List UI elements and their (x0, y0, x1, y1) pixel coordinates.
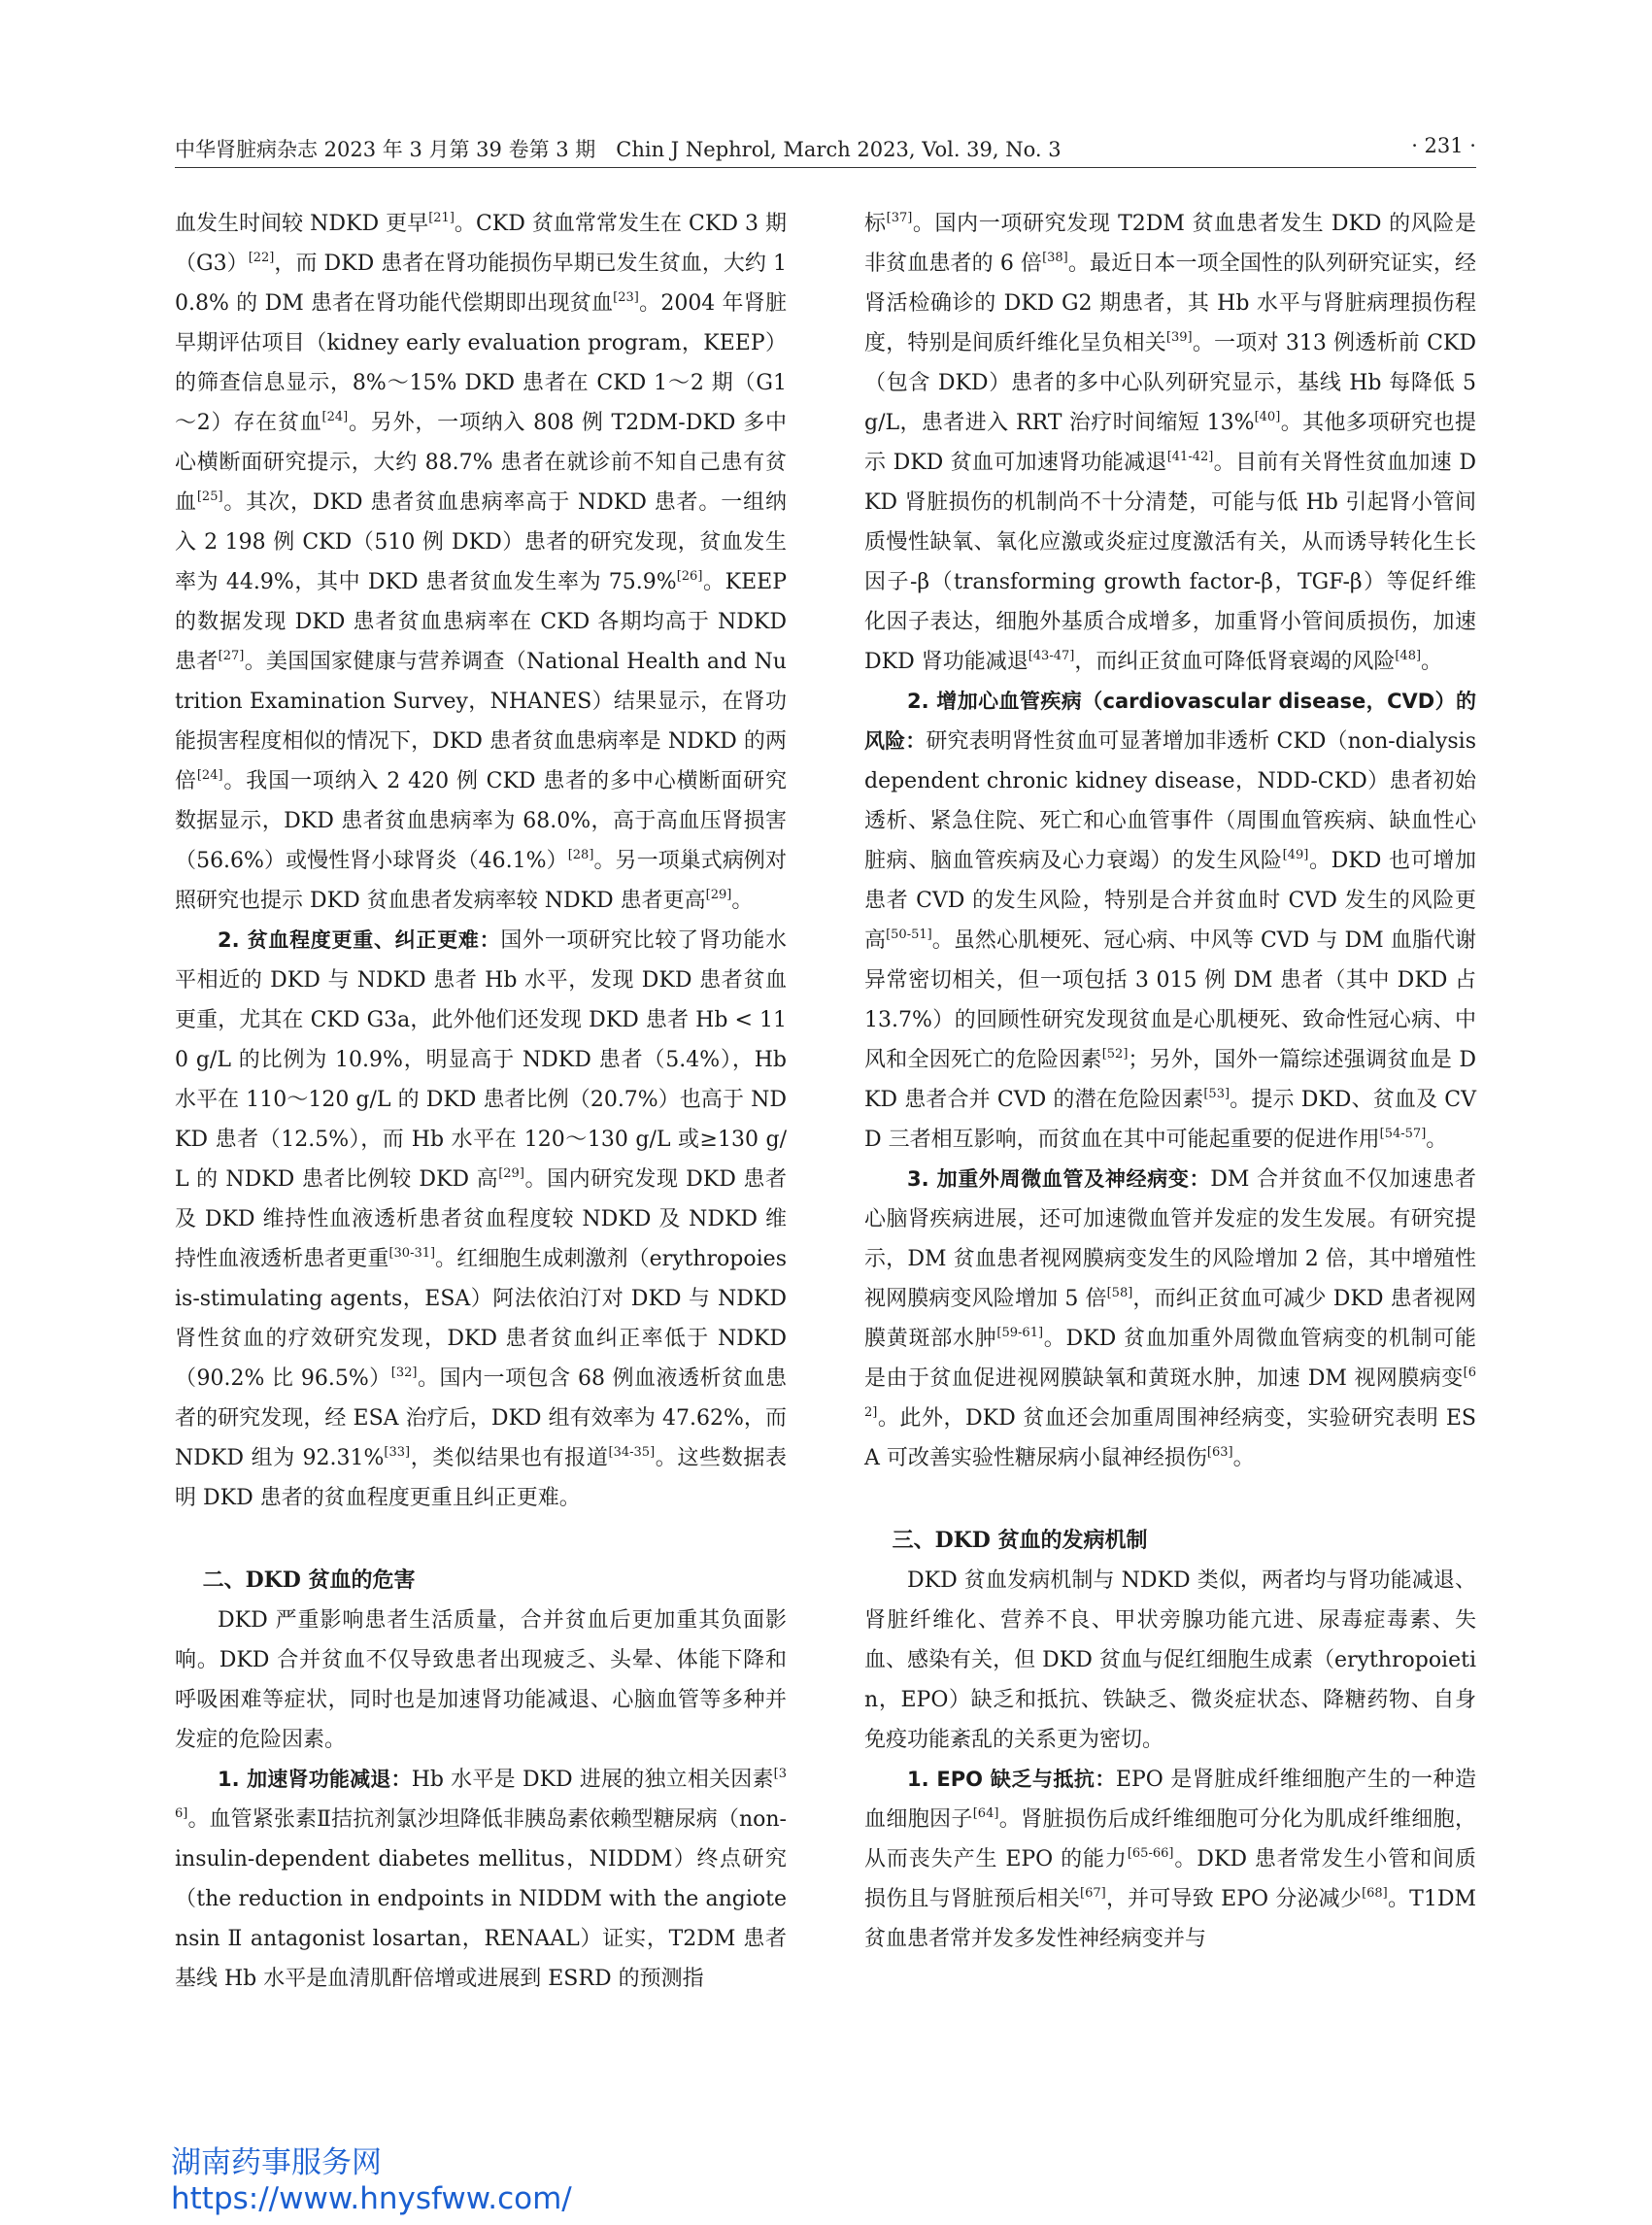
citation-ref[interactable]: [50-51] (886, 927, 932, 942)
body-paragraph (175, 204, 787, 921)
paragraph-text: 。另一项巢式病例对照研究也提示 DKD 贫血患者发病率较 NDKD 患者更高 (175, 849, 787, 913)
paragraph-text: 。肾脏损伤后成纤维细胞可分化为肌成纤维细胞，从而丧失产生 EPO 的能力 (864, 1807, 1476, 1871)
subsection-title: 1. 加速肾功能减退： (218, 1768, 412, 1791)
section-heading-text: 二、DKD 贫血的危害 (202, 1568, 416, 1593)
paragraph-text: 。国内研究发现 DKD 患者及 DKD 维持性血液透析患者贫血程度较 NDKD 及 NDKD 维持性血液透析患者更重 (175, 1167, 787, 1271)
citation-ref[interactable]: [25] (196, 489, 223, 504)
body-paragraph (864, 204, 1476, 682)
body-paragraph (175, 1760, 787, 1999)
header-divider (175, 167, 1476, 168)
paragraph-text: 。 (1232, 1446, 1255, 1470)
paragraph-text: 。DKD 贫血加重外周微血管病变的机制可能是由于贫血促进视网膜缺氧和黄斑水肿，加速 DM 视网膜病变 (864, 1327, 1476, 1391)
citation-ref[interactable]: [54-57] (1379, 1127, 1427, 1141)
paragraph-text: 。KEEP 的数据发现 DKD 患者贫血患病率在 CKD 各期均高于 NDKD 患者 (175, 570, 787, 674)
citation-ref[interactable]: [59-61] (996, 1326, 1044, 1340)
citation-ref[interactable]: [49] (1282, 848, 1309, 862)
citation-ref[interactable]: [34-35] (608, 1445, 656, 1460)
paragraph-text: 。 (1426, 1128, 1448, 1152)
citation-ref[interactable]: [40] (1254, 410, 1281, 424)
subsection-title: 2. 增加心血管疾病（cardiovascular disease，CVD）的风险： (864, 690, 1476, 753)
right-column (864, 204, 1476, 1959)
citation-ref[interactable]: [39] (1165, 330, 1193, 345)
paragraph-text: 。这些数据表明 DKD 患者的贫血程度更重且纠正更难。 (175, 1446, 787, 1510)
paragraph-text: 。最近日本一项全国性的队列研究证实，经肾活检确诊的 DKD G2 期患者，其 Hb 水平与肾脏病理损伤程度，特别是间质纤维化呈负相关 (864, 252, 1476, 355)
subsection-title: 2. 贫血程度更重、纠正更难： (218, 928, 501, 952)
left-column (175, 204, 787, 1999)
watermark (171, 2144, 572, 2216)
paragraph-text: 国外一项研究比较了肾功能水平相近的 DKD 与 NDKD 患者 Hb 水平，发现 DKD 患者贫血更重，尤其在 CKD G3a，此外他们还发现 DKD 患者 Hb < 110 g/L 的比例为 10.9%，明显高于 NDKD 患者（5.4%），Hb 水平在 110～120 g/L 的 DKD 患者比例（20.7%）也高于 NDKD 患者（12.5%），而 Hb 水平在 120～130 g/L 或≥130 g/L 的 NDKD 患者比例较 DKD 高 (175, 928, 787, 1192)
citation-ref[interactable]: [68] (1362, 1886, 1388, 1901)
paragraph-text: 研究表明肾性贫血可显著增加非透析 CKD（non-dialysis dependent chronic kidney disease，NDD-CKD）患者初始透析、紧急住院、死亡和心血管事件（周围血管疾病、缺血性心脏病、脑血管疾病及心力衰竭）的发生风险 (864, 729, 1476, 873)
journal-citation: 中华肾脏病杂志 2023 年 3 月第 39 卷第 3 期 Chin J Nephrol, March 2023, Vol. 39, No. 3 (175, 138, 1062, 161)
body-paragraph (864, 1561, 1476, 1760)
watermark-url[interactable]: https://www.hnysfww.com/ (171, 2181, 572, 2216)
subsection-title: 3. 加重外周微血管及神经病变： (907, 1167, 1211, 1191)
paragraph-text: 。CKD 贫血常常发生在 CKD 3 期（G3） (175, 212, 787, 276)
paragraph-text: ，并可导致 EPO 分泌减少 (1105, 1887, 1363, 1911)
citation-ref[interactable]: [52] (1101, 1047, 1129, 1062)
section-heading (175, 1561, 787, 1601)
paragraph-text: ，而 DKD 患者在肾功能损伤早期已发生贫血，大约 10.8% 的 DM 患者在肾功能代偿期即出现贫血 (175, 252, 787, 316)
paragraph-text: 。国内一项研究发现 T2DM 贫血患者发生 DKD 的风险是非贫血患者的 6 倍 (864, 212, 1476, 276)
citation-ref[interactable]: [48] (1395, 649, 1422, 663)
citation-ref[interactable]: [26] (676, 569, 703, 584)
paragraph-text: DKD 严重影响患者生活质量，合并贫血后更加重其负面影响。DKD 合并贫血不仅导致患者出现疲乏、头晕、体能下降和呼吸困难等症状，同时也是加速肾功能减退、心脑血管等多种并发症的危险因素。 (175, 1608, 787, 1752)
paragraph-text: 。提示 DKD、贫血及 CVD 三者相互影响，而贫血在其中可能起重要的促进作用 (864, 1088, 1476, 1152)
paragraph-text: ；另外，国外一篇综述强调贫血是 DKD 患者合并 CVD 的潜在危险因素 (864, 1048, 1476, 1112)
citation-ref[interactable]: [24] (321, 410, 349, 424)
paragraph-text: Hb 水平是 DKD 进展的独立相关因素 (411, 1768, 774, 1792)
subsection-title: 1. EPO 缺乏与抵抗： (907, 1768, 1116, 1791)
paragraph-text: 。美国国家健康与营养调查（National Health and Nutrition Examination Survey，NHANES）结果显示，在肾功能损害程度相似的情况下，DKD 患者贫血患病率是 NDKD 的两倍 (175, 650, 787, 793)
paragraph-text: ，而纠正贫血可减少 DKD 患者视网膜黄斑部水肿 (864, 1287, 1477, 1351)
section-heading (864, 1521, 1476, 1561)
paragraph-text: ，类似结果也有报道 (410, 1446, 609, 1470)
citation-ref[interactable]: [29] (498, 1166, 524, 1181)
paragraph-text: 。此外，DKD 贫血还会加重周围神经病变，实验研究表明 ESA 可改善实验性糖尿病小鼠神经损伤 (864, 1406, 1476, 1470)
paragraph-text: 。一项对 313 例透析前 CKD（包含 DKD）患者的多中心队列研究显示，基线 Hb 每降低 5 g/L，患者进入 RRT 治疗时间缩短 13% (864, 331, 1476, 435)
body-paragraph (864, 1760, 1476, 1959)
paragraph-text: 。T1DM 贫血患者常并发多发性神经病变并与 (864, 1887, 1476, 1951)
citation-ref[interactable]: [29] (705, 888, 732, 902)
citation-ref[interactable]: [63] (1206, 1445, 1233, 1460)
citation-ref[interactable]: [33] (384, 1445, 411, 1460)
paragraph-text: 。血管紧张素Ⅱ拮抗剂氯沙坦降低非胰岛素依赖型糖尿病（non-insulin-dependent diabetes mellitus，NIDDM）终点研究（the reduction in endpoints in NIDDM with the angiotensin Ⅱ antagonist losartan，RENAAL）证实，T2DM 患者基线 Hb 水平是血清肌酐倍增或进展到 ESRD 的预测指 (175, 1807, 787, 1991)
paragraph-text: 血发生时间较 NDKD 更早 (175, 212, 429, 236)
paragraph-text: EPO 是肾脏成纤维细胞产生的一种造血细胞因子 (864, 1768, 1476, 1832)
citation-ref[interactable]: [32] (390, 1365, 418, 1380)
citation-ref[interactable]: [23] (613, 290, 639, 305)
paragraph-text: 。虽然心肌梗死、冠心病、中风等 CVD 与 DM 血脂代谢异常密切相关，但一项包括 3 015 例 DM 患者（其中 DKD 占 13.7%）的回顾性研究发现贫血是心肌梗死、致命性冠心病、中风和全因死亡的危险因素 (864, 928, 1476, 1072)
citation-ref[interactable]: [65-66] (1127, 1846, 1174, 1861)
paragraph-text: 。红细胞生成刺激剂（erythropoiesis-stimulating agents，ESA）阿法依泊汀对 DKD 与 NDKD 肾性贫血的疗效研究发现，DKD 患者贫血纠正率低于 NDKD（90.2% 比 96.5%） (175, 1247, 787, 1391)
watermark-site-name: 湖南药事服务网 (171, 2145, 382, 2180)
paragraph-text: 。其他多项研究也提示 DKD 贫血可加速肾功能减退 (864, 411, 1476, 475)
paragraph-text: 。国内一项包含 68 例血液透析贫血患者的研究发现，经 ESA 治疗后，DKD 组有效率为 47.62%，而 NDKD 组为 92.31% (175, 1366, 787, 1470)
paragraph-text: 。目前有关肾性贫血加速 DKD 肾脏损伤的机制尚不十分清楚，可能与低 Hb 引起肾小管间质慢性缺氧、氧化应激或炎症过度激活有关，从而诱导转化生长因子-β（transforming growth factor-β，TGF-β）等促纤维化因子表达，细胞外基质合成增多，加重肾小管间质损伤，加速 DKD 肾功能减退 (864, 451, 1476, 674)
citation-ref[interactable]: [37] (886, 211, 913, 225)
citation-ref[interactable]: [22] (248, 251, 275, 265)
paragraph-text: 。另外，一项纳入 808 例 T2DM-DKD 多中心横断面研究提示，大约 88.7% 患者在就诊前不知自己患有贫血 (175, 411, 788, 515)
paragraph-text: DM 合并贫血不仅加速患者心脑肾疾病进展，还可加速微血管并发症的发生发展。有研究提示，DM 贫血患者视网膜病变发生的风险增加 2 倍，其中增殖性视网膜病变风险增加 5 倍 (864, 1167, 1476, 1311)
citation-ref[interactable]: [27] (218, 649, 245, 663)
paragraph-text: 标 (864, 212, 887, 236)
paragraph-text: 。 (731, 889, 754, 913)
paragraph-text: 。DKD 患者常发生小管和间质损伤且与肾脏预后相关 (864, 1847, 1476, 1911)
running-header (175, 134, 1476, 163)
body-paragraph (864, 682, 1476, 1160)
page-number: · 231 · (1411, 134, 1476, 157)
citation-ref[interactable]: [43-47] (1028, 649, 1075, 663)
citation-ref[interactable]: [38] (1042, 251, 1068, 265)
body-paragraph (175, 921, 787, 1518)
citation-ref[interactable]: [30-31] (388, 1246, 436, 1261)
citation-ref[interactable]: [21] (428, 211, 455, 225)
paragraph-text: 。我国一项纳入 2 420 例 CKD 患者的多中心横断面研究数据显示，DKD 患者贫血患病率为 68.0%，高于高血压肾损害（56.6%）或慢性肾小球肾炎（46.1%） (175, 769, 787, 873)
citation-ref[interactable]: [36] (175, 1767, 787, 1821)
citation-ref[interactable]: [67] (1080, 1886, 1106, 1901)
paragraph-text: 。DKD 也可增加患者 CVD 的发生风险，特别是合并贫血时 CVD 发生的风险更高 (864, 849, 1476, 953)
paragraph-text: 。其次，DKD 患者贫血患病率高于 NDKD 患者。一组纳入 2 198 例 CKD（510 例 DKD）患者的研究发现，贫血发生率为 44.9%，其中 DKD 患者贫血发生率为 75.9% (175, 490, 787, 594)
paragraph-text: ，而纠正贫血可降低肾衰竭的风险 (1074, 650, 1396, 674)
citation-ref[interactable]: [64] (972, 1806, 999, 1821)
citation-ref[interactable]: [24] (196, 768, 223, 783)
citation-ref[interactable]: [62] (864, 1365, 1476, 1420)
paragraph-text: 。2004 年肾脏早期评估项目（kidney early evaluation program，KEEP）的筛查信息显示，8%～15% DKD 患者在 CKD 1～2 期（G1～2）存在贫血 (175, 291, 787, 435)
citation-ref[interactable]: [53] (1203, 1087, 1231, 1101)
body-paragraph (864, 1160, 1476, 1478)
citation-ref[interactable]: [41-42] (1166, 450, 1214, 464)
citation-ref[interactable]: [58] (1106, 1286, 1133, 1300)
paragraph-text: DKD 贫血发病机制与 NDKD 类似，两者均与肾功能减退、肾脏纤维化、营养不良、甲状旁腺功能亢进、尿毒症毒素、失血、感染有关，但 DKD 贫血与促红细胞生成素（erythropoietin，EPO）缺乏和抵抗、铁缺乏、微炎症状态、降糖药物、自身免疫功能紊乱的关系更为密切。 (864, 1568, 1476, 1752)
body-paragraph (175, 1601, 787, 1760)
section-heading-text: 三、DKD 贫血的发病机制 (892, 1528, 1148, 1553)
paragraph-text: 。 (1421, 650, 1443, 674)
citation-ref[interactable]: [28] (567, 848, 594, 862)
